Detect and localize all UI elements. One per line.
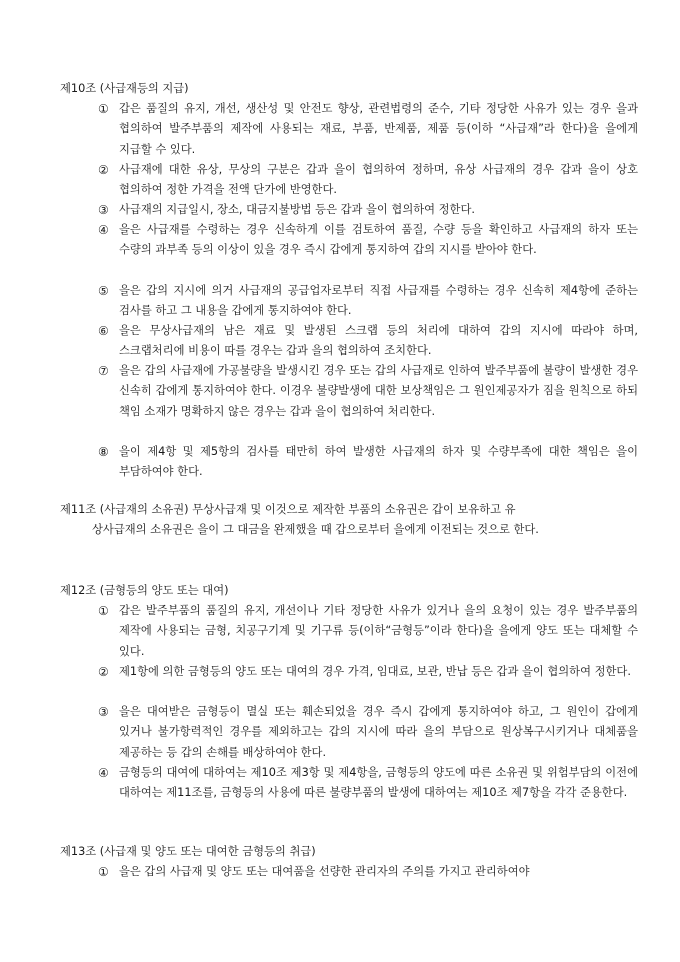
item-text: 사급재의 지급일시, 장소, 대금지불방법 등은 갑과 을이 협의하여 정한다. (119, 203, 475, 216)
item-text: 을은 갑의 사급재에 가공불량을 발생시킨 경우 또는 갑의 사급재로 인하여 발주부품에 불량이 발생한 경우 신속히 갑에게 통지하여야 한다. 이경우 불량발생에 대한 보상책임은 그 원인제공자가 짐을 원칙으로 하되 책임 소재가 명확하지 않은 경우는 갑과 을이 협의하여 처리한다. (119, 364, 638, 418)
article-12-item-1 (98, 601, 638, 662)
item-text: 제1항에 의한 금형등의 양도 또는 대여의 경우 가격, 임대료, 보관, 반납 등은 갑과 을이 협의하여 정한다. (119, 665, 631, 678)
article-10-heading: 제10조 (사급재등의 지급) (60, 82, 189, 95)
item-text: 사급재에 대한 유상, 무상의 구분은 갑과 을이 협의하여 정하며, 유상 사급재의 경우 갑과 을이 상호 협의하여 정한 가격을 전액 단가에 반영한다. (119, 163, 638, 197)
item-text: 을은 갑의 지시에 의거 사급재의 공급업자로부터 직접 사급재를 수령하는 경우 신속히 제4항에 준하는 검사를 하고 그 내용을 갑에게 통지하여야 한다. (119, 284, 638, 318)
item-text: 을은 대여받은 금형등이 멸실 또는 훼손되었을 경우 즉시 갑에게 통지하여야 하고, 그 원인이 갑에게 있거나 불가항력적인 경우를 제외하고는 갑의 지시에 따라 을의 부담으로 원상복구시키거나 대체품을 제공하는 등 갑의 손해를 배상하여야 한다. (119, 705, 638, 759)
article-12-item-3 (98, 702, 638, 763)
article-13-heading: 제13조 (사급재 및 양도 또는 대여한 금형등의 취급) (60, 845, 316, 858)
article-12-item-2 (98, 662, 638, 682)
item-number: ① (98, 865, 109, 879)
item-number: ⑦ (98, 364, 109, 378)
item-text: 을은 갑의 사급재 및 양도 또는 대여품을 선량한 관리자의 주의를 가지고 관리하여야 (119, 865, 530, 878)
item-number: ⑥ (98, 324, 109, 338)
item-number: ① (98, 604, 109, 618)
article-11-paragraph (60, 500, 638, 541)
article-10-item-2 (98, 160, 638, 201)
article-10-item-8 (98, 442, 638, 483)
article-11-continuation: 상사급재의 소유권은 을이 그 대금을 완제했을 때 갑으로부터 을에게 이전되는 것으로 한다. (92, 523, 539, 537)
article-10-item-1 (98, 99, 638, 160)
item-number: ③ (98, 203, 109, 217)
article-12-heading: 제12조 (금형등의 양도 또는 대여) (60, 584, 229, 597)
item-number: ② (98, 163, 109, 177)
item-number: ① (98, 102, 109, 116)
item-text: 갑은 발주부품의 품질의 유지, 개선이나 기타 정당한 사유가 있거나 을의 요청이 있는 경우 발주부품의 제작에 사용되는 금형, 치공구기계 및 기구류 등(이하“금형등”이라 한다)을 을에게 양도 또는 대체할 수 있다. (119, 604, 638, 658)
item-number: ④ (98, 766, 109, 780)
item-text: 을은 사급재를 수령하는 경우 신속하게 이를 검토하여 품질, 수량 등을 확인하고 사급재의 하자 또는 수량의 과부족 등의 이상이 있을 경우 즉시 갑에게 통지하여 갑의 지시를 받아야 한다. (119, 223, 638, 257)
article-10-item-6 (98, 321, 638, 362)
item-number: ⑧ (98, 445, 109, 459)
article-10-item-5 (98, 281, 638, 322)
article-10-item-4 (98, 220, 638, 261)
article-12-item-4 (98, 763, 638, 804)
item-number: ② (98, 665, 109, 679)
article-10-item-7 (98, 361, 638, 422)
item-number: ⑤ (98, 284, 109, 298)
item-text: 을은 무상사급재의 남은 재료 및 발생된 스크랩 등의 처리에 대하여 갑의 지시에 따라야 하며, 스크랩처리에 비용이 따를 경우는 갑과 을의 협의하여 조치한다. (119, 324, 638, 358)
item-text: 을이 제4항 및 제5항의 검사를 태만히 하여 발생한 사급재의 하자 및 수량부족에 대한 책임은 을이 부담하여야 한다. (119, 445, 638, 479)
article-10-item-3 (98, 200, 638, 220)
item-text: 갑은 품질의 유지, 개선, 생산성 및 안전도 향상, 관련법령의 준수, 기타 정당한 사유가 있는 경우 을과 협의하여 발주부품의 제작에 사용되는 재료, 부품, 반제품, 제품 등(이하 “사급재”라 한다)을 을에게 지급할 수 있다. (119, 102, 638, 156)
item-number: ④ (98, 223, 109, 237)
article-13-item-1 (98, 862, 638, 882)
item-text: 금형등의 대여에 대하여는 제10조 제3항 및 제4항을, 금형등의 양도에 따른 소유권 및 위험부담의 이전에 대하여는 제11조를, 금형등의 사용에 따른 불량부품의 발생에 대하여는 제10조 제7항을 각각 준용한다. (119, 766, 638, 800)
item-number: ③ (98, 705, 109, 719)
article-11-first-line: 제11조 (사급재의 소유권) 무상사급재 및 이것으로 제작한 부품의 소유권은 갑이 보유하고 유 (60, 503, 516, 516)
